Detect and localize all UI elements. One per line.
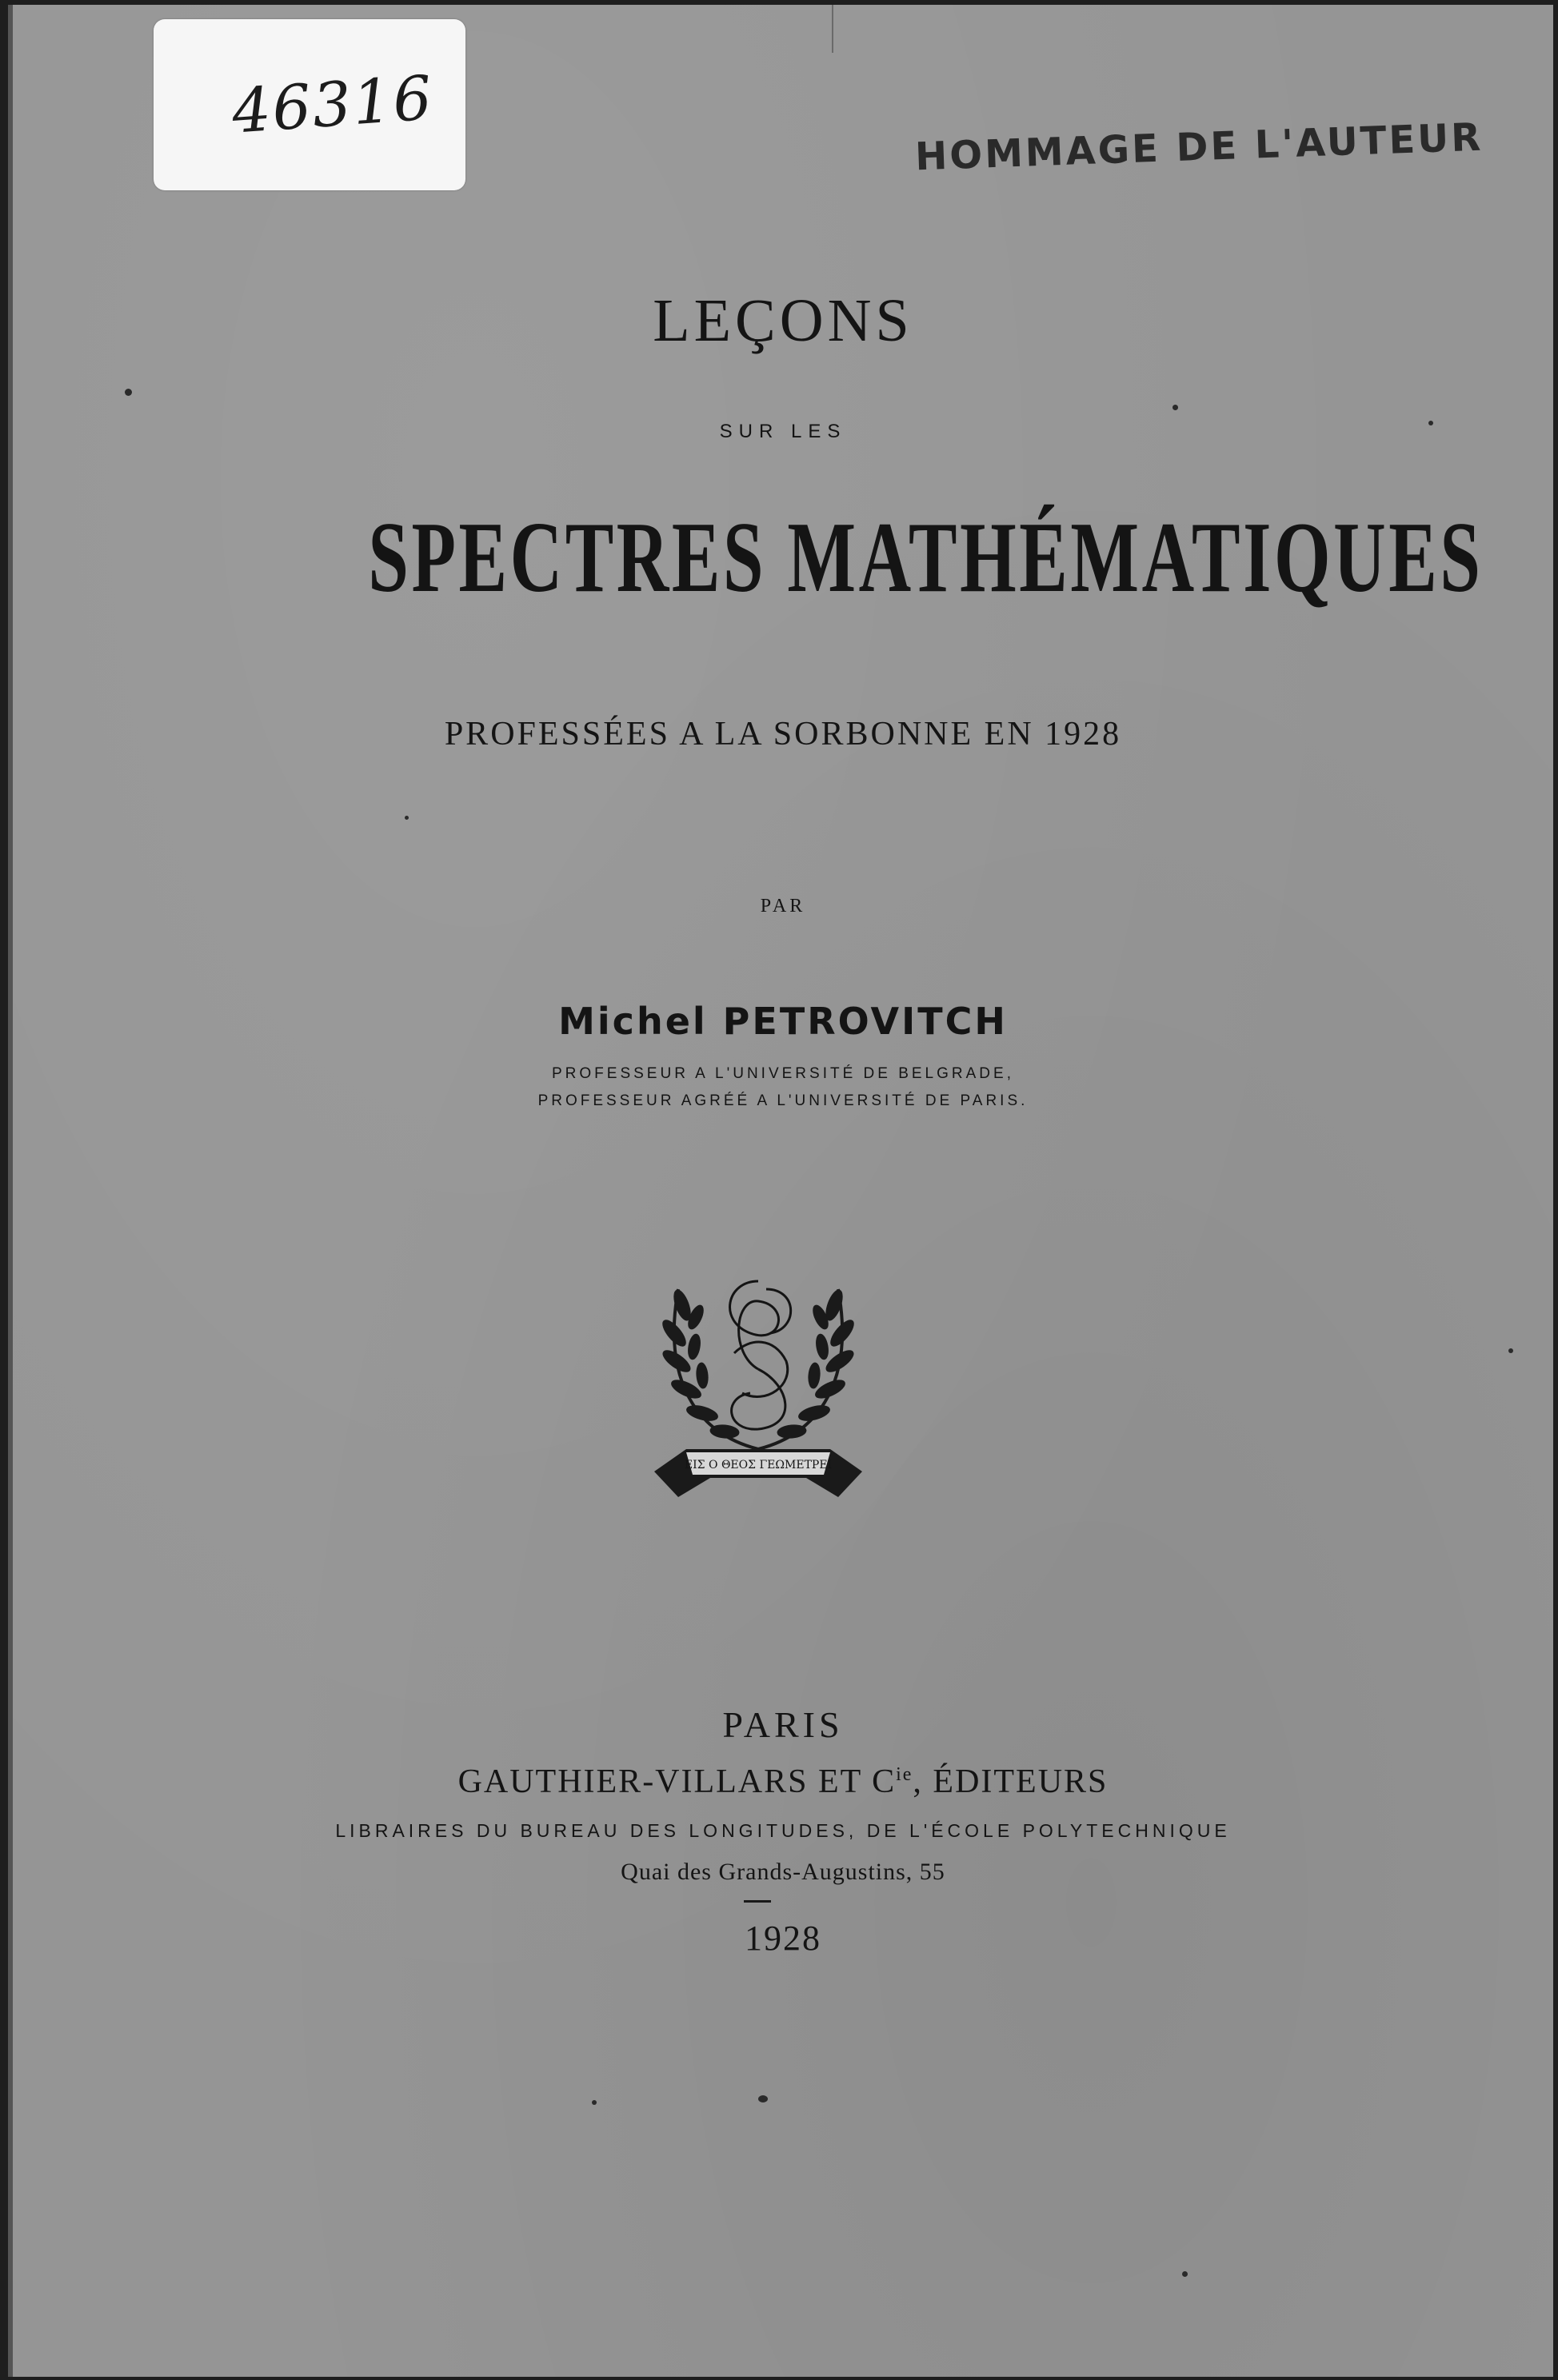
shelf-number: 46316 [230, 62, 436, 147]
by-line: PAR [760, 896, 806, 916]
publisher-emblem [638, 1257, 878, 1513]
divider [744, 1900, 771, 1903]
paper-speck [758, 2095, 768, 2102]
monogram-icon [730, 1281, 791, 1429]
fold-line [832, 5, 833, 53]
emblem-motto: ΕΙΣ Ο ΘΕΟΣ ΓΕΩΜΕΤΡΕΙ [684, 1459, 833, 1472]
paper-speck [1428, 421, 1433, 425]
publication-year: 1928 [745, 1919, 821, 1958]
subtitle: PROFESSÉES A LA SORBONNE EN 1928 [444, 716, 1122, 753]
paper-speck [125, 389, 132, 396]
publisher-address: Quai des Grands-Augustins, 55 [621, 1859, 945, 1885]
author-title-belgrade: PROFESSEUR A L'UNIVERSITÉ DE BELGRADE, [552, 1065, 1014, 1082]
book-cover [8, 5, 1553, 2377]
publisher-superscript: ie [896, 1764, 913, 1785]
publisher-main: GAUTHIER-VILLARS ET C [457, 1763, 897, 1800]
author-name: Michel PETROVITCH [558, 1000, 1008, 1043]
shelf-label [154, 19, 465, 190]
motto-ribbon-icon [654, 1449, 862, 1497]
title-connector: SUR LES [719, 421, 847, 442]
paper-speck [1182, 2271, 1188, 2277]
booksellers-line: LIBRAIRES DU BUREAU DES LONGITUDES, DE L'ÉCOLE POLYTECHNIQUE [335, 1820, 1231, 1841]
publisher-city: PARIS [722, 1704, 844, 1745]
author-tribute-stamp: HOMMAGE DE L'AUTEUR [914, 114, 1484, 180]
paper-speck [405, 816, 409, 820]
main-title: SPECTRES MATHÉMATIQUES [368, 502, 1484, 613]
paper-speck [1508, 1348, 1513, 1353]
publisher-name [13, 1763, 1553, 1801]
title-top: LEÇONS [653, 287, 913, 354]
paper-speck [592, 2100, 597, 2105]
publisher-suffix: , ÉDITEURS [913, 1763, 1109, 1800]
author-title-paris: PROFESSEUR AGRÉÉ A L'UNIVERSITÉ DE PARIS. [537, 1092, 1029, 1109]
paper-speck [1172, 405, 1178, 410]
